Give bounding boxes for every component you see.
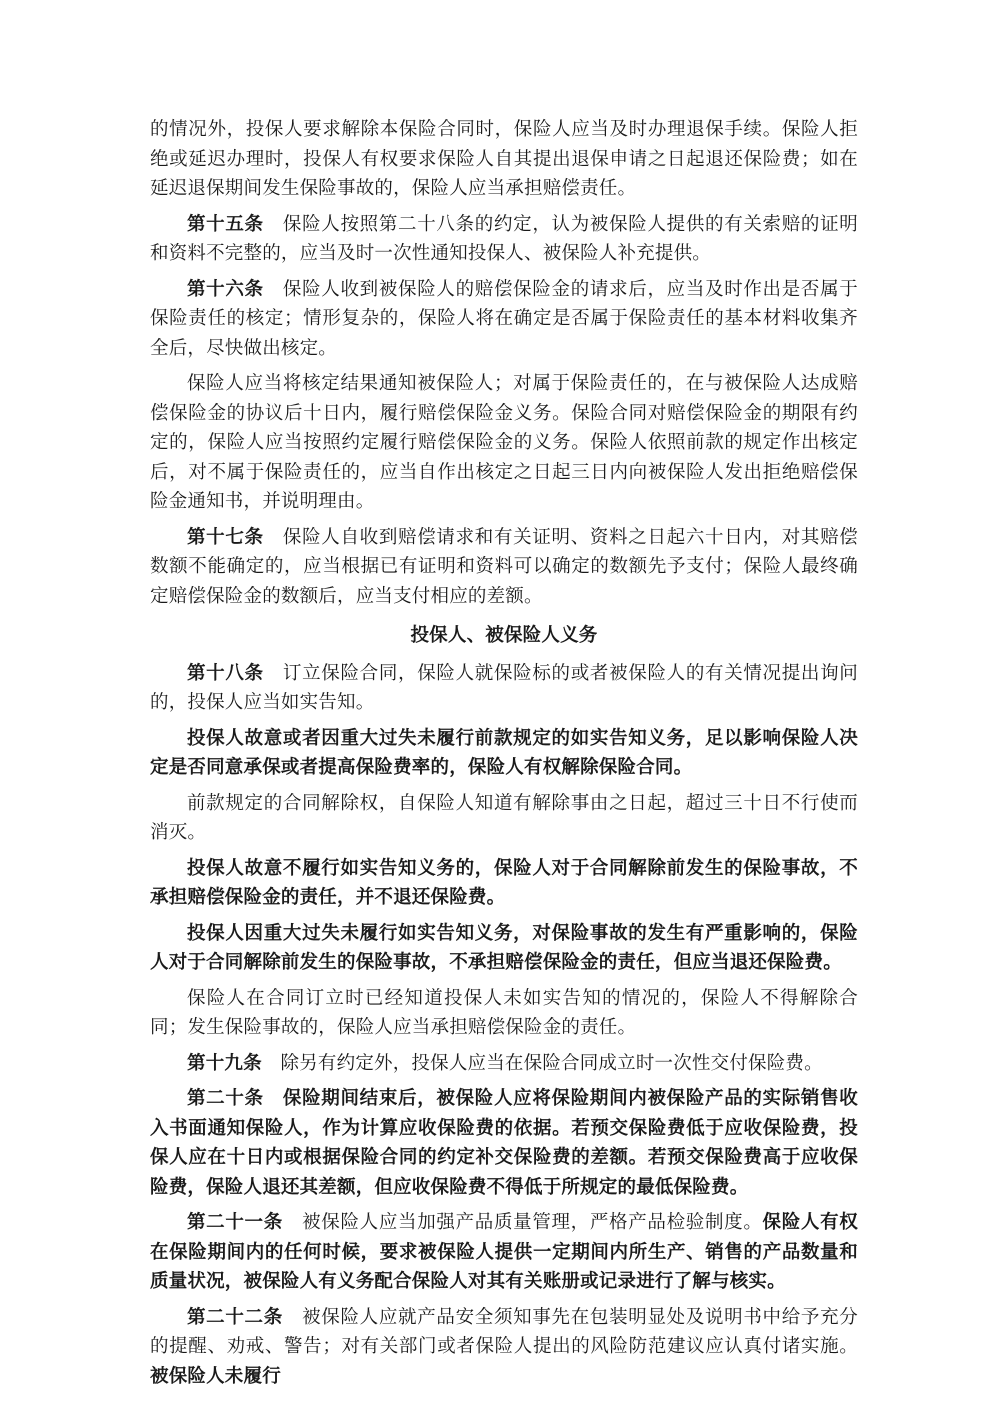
bold-text-run: 第十八条 bbox=[187, 663, 264, 684]
bold-text-run: 第二十二条 bbox=[187, 1307, 283, 1328]
text-run: 保险人按照第二十八条的约定，认为被保险人提供的有关索赔的证明和资料不完整的，应当及时一次性通知投保人、被保险人补充提供。 bbox=[150, 214, 858, 264]
document-content bbox=[150, 116, 858, 1398]
article-18-para-3 bbox=[150, 790, 858, 849]
article-18-para-6 bbox=[150, 985, 858, 1044]
bold-text-run: 保险人有权在保险期间内的任何时候，要求被保险人提供一定期间内所生产、销售的产品数量和质量状况，被保险人有义务配合保险人对其有关账册或记录进行了解与核实。 bbox=[150, 1213, 858, 1292]
text-run: 保险人应当将核定结果通知被保险人；对属于保险责任的，在与被保险人达成赔偿保险金的协议后十日内，履行赔偿保险金义务。保险合同对赔偿保险金的期限有约定的，保险人应当按照约定履行赔偿保险金的义务。保险人依照前款的规定作出核定后，对不属于保险责任的，应当自作出核定之日起三日内向被保险人发出拒绝赔偿保险金通知书，并说明理由。 bbox=[150, 374, 858, 512]
article-18 bbox=[150, 660, 858, 719]
bold-text-run: 第十六条 bbox=[187, 279, 264, 300]
article-22 bbox=[150, 1304, 858, 1393]
bold-text-run: 被保险人未履行 bbox=[150, 1366, 281, 1387]
bold-text-run: 第二十条 bbox=[187, 1089, 264, 1109]
bold-text-run: 第十七条 bbox=[187, 527, 264, 548]
text-run: 保险人在合同订立时已经知道投保人未如实告知的情况的，保险人不得解除合同；发生保险事故的，保险人应当承担赔偿保险金的责任。 bbox=[150, 988, 858, 1038]
text-run: 除另有约定外，投保人应当在保险合同成立时一次性交付保险费。 bbox=[261, 1053, 823, 1074]
section-heading bbox=[150, 622, 858, 652]
article-19 bbox=[150, 1050, 858, 1080]
bold-text-run: 第十五条 bbox=[187, 214, 264, 235]
paragraph-continuation bbox=[150, 116, 858, 205]
bold-text-run: 投保人因重大过失未履行如实告知义务，对保险事故的发生有严重影响的，保险人对于合同解除前发生的保险事故，不承担赔偿保险金的责任，但应当退还保险费。 bbox=[150, 923, 858, 973]
text-run: 的情况外，投保人要求解除本保险合同时，保险人应当及时办理退保手续。保险人拒绝或延迟办理时，投保人有权要求保险人自其提出退保申请之日起退还保险费；如在延迟退保期间发生保险事故的，保险人应当承担赔偿责任。 bbox=[150, 120, 858, 199]
article-15 bbox=[150, 211, 858, 270]
bold-text-run: 投保人、被保险人义务 bbox=[410, 626, 598, 646]
bold-text-run: 投保人故意不履行如实告知义务的，保险人对于合同解除前发生的保险事故，不承担赔偿保险金的责任，并不退还保险费。 bbox=[150, 858, 858, 908]
text-run: 订立保险合同，保险人就保险标的或者被保险人的有关情况提出询问的，投保人应当如实告知。 bbox=[150, 663, 858, 713]
article-18-para-4 bbox=[150, 855, 858, 914]
article-21 bbox=[150, 1209, 858, 1298]
bold-text-run: 第二十一条 bbox=[187, 1213, 283, 1233]
article-16-para-2 bbox=[150, 370, 858, 518]
text-run: 保险人收到被保险人的赔偿保险金的请求后，应当及时作出是否属于保险责任的核定；情形复杂的，保险人将在确定是否属于保险责任的基本材料收集齐全后，尽快做出核定。 bbox=[150, 279, 858, 359]
article-18-para-2 bbox=[150, 725, 858, 784]
text-run: 保险人自收到赔偿请求和有关证明、资料之日起六十日内，对其赔偿数额不能确定的，应当根据已有证明和资料可以确定的数额先予支付；保险人最终确定赔偿保险金的数额后，应当支付相应的差额。 bbox=[150, 527, 858, 607]
bold-text-run: 保险期间结束后，被保险人应将保险期间内被保险产品的实际销售收入书面通知保险人，作为计算应收保险费的依据。若预交保险费低于应收保险费，投保人应在十日内或根据保险合同的约定补交保险费的差额。若预交保险费高于应收保险费，保险人退还其差额，但应收保险费不得低于所规定的最低保险费。 bbox=[150, 1089, 858, 1198]
text-run: 被保险人应当加强产品质量管理，严格产品检验制度。 bbox=[282, 1213, 763, 1233]
text-run: 被保险人应就产品安全须知事先在包装明显处及说明书中给予充分的提醒、劝戒、警告；对有关部门或者保险人提出的风险防范建议应认真付诸实施。 bbox=[150, 1307, 858, 1357]
bold-text-run: 第十九条 bbox=[187, 1053, 262, 1074]
article-20 bbox=[150, 1085, 858, 1203]
article-16 bbox=[150, 276, 858, 365]
article-18-para-5 bbox=[150, 920, 858, 979]
text-run: 前款规定的合同解除权，自保险人知道有解除事由之日起，超过三十日不行使而消灭。 bbox=[150, 793, 858, 843]
bold-text-run: 投保人故意或者因重大过失未履行前款规定的如实告知义务，足以影响保险人决定是否同意承保或者提高保险费率的，保险人有权解除保险合同。 bbox=[150, 728, 858, 778]
article-17 bbox=[150, 524, 858, 613]
